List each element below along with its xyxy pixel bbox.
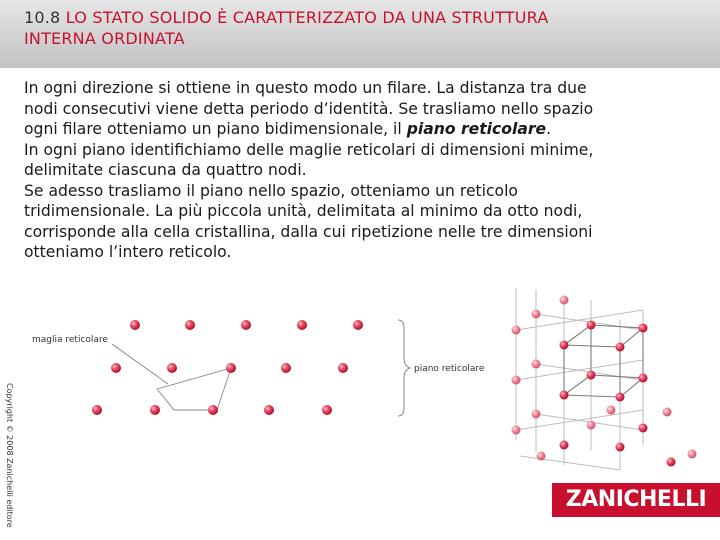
unit-cell-outline [564,325,643,397]
p2-line-2: delimitate ciascuna da quattro nodi. [24,161,307,179]
lattice-node [560,441,569,450]
lattice-node [639,424,648,433]
plane-node [226,363,236,373]
plane-node [130,320,140,330]
lattice-node [639,324,648,333]
lattice-node [667,458,676,467]
p1-line-1: In ogni direzione si ottiene in questo modo un filare. La distanza tra due [24,79,587,97]
publisher-logo [552,483,720,517]
lattice-node [616,393,625,402]
page-title [24,7,704,49]
term-piano-reticolare: piano reticolare [406,120,547,138]
plane-nodes [92,320,363,415]
lattice-node [688,450,697,459]
lattice-node [532,410,541,419]
label-maglia-reticolare: maglia reticolare [32,335,108,345]
lattice-node [512,426,521,435]
lattice-node [512,376,521,385]
lattice-node [560,296,569,305]
plane-node [264,405,274,415]
p1-line-3-after: . [546,120,552,138]
lattice-node [560,391,569,400]
lattice-diagram [0,280,720,480]
lattice-node [639,374,648,383]
p3-line-1: Se adesso trasliamo il piano nello spazio, otteniamo un reticolo [24,181,518,200]
paragraph-2 [24,140,692,181]
p3-line-2: tridimensionale. La più piccola unità, delimitata al minimo da otto nodi, [24,202,583,220]
paragraph-3 [24,181,692,263]
lattice-node [560,341,569,350]
p3-line-3: corrisponde alla cella cristallina, dalla cui ripetizione nelle tre dimensioni [24,222,593,241]
body-text [24,78,692,263]
logo-text: ZANICHELLI [565,487,707,512]
lattice-node [663,408,672,417]
p3-line-4: otteniamo l’intero reticolo. [24,243,232,261]
lattice-node [512,326,521,335]
maglia-outline [157,368,231,410]
copyright-text: Copyright © 2008 Zanichelli editore [5,383,14,528]
lattice-node [532,310,541,319]
lattice-node [616,343,625,352]
plane-node [281,363,291,373]
plane-bracket [398,320,410,416]
plane-node [322,405,332,415]
lattice-node [587,321,596,330]
plane-node [185,320,195,330]
pointer-line [112,344,168,384]
lattice-node [537,452,546,461]
plane-node [208,405,218,415]
title-line-1: LO STATO SOLIDO È CARATTERIZZATO DA UNA STRUTTURA [65,8,549,27]
title-line-2: INTERNA ORDINATA [24,29,185,48]
lattice-node [587,421,596,430]
plane-node [353,320,363,330]
p1-line-2: nodi consecutivi viene detta periodo d’identità. Se trasliamo nello spazio [24,99,594,118]
lattice-node [532,360,541,369]
plane-node [92,405,102,415]
label-piano-reticolare: piano reticolare [414,364,485,374]
plane-node [167,363,177,373]
lattice-node [607,406,616,415]
lattice-node [587,371,596,380]
plane-node [150,405,160,415]
p2-line-1: In ogni piano identifichiamo delle maglie reticolari di dimensioni minime, [24,140,594,159]
plane-node [297,320,307,330]
plane-node [241,320,251,330]
plane-node [111,363,121,373]
plane-node [338,363,348,373]
lattice-3d [512,288,697,470]
lattice-node [616,443,625,452]
paragraph-1 [24,78,692,140]
p1-line-3-before: ogni filare otteniamo un piano bidimensionale, il [24,120,407,138]
section-number: 10.8 [24,8,61,27]
